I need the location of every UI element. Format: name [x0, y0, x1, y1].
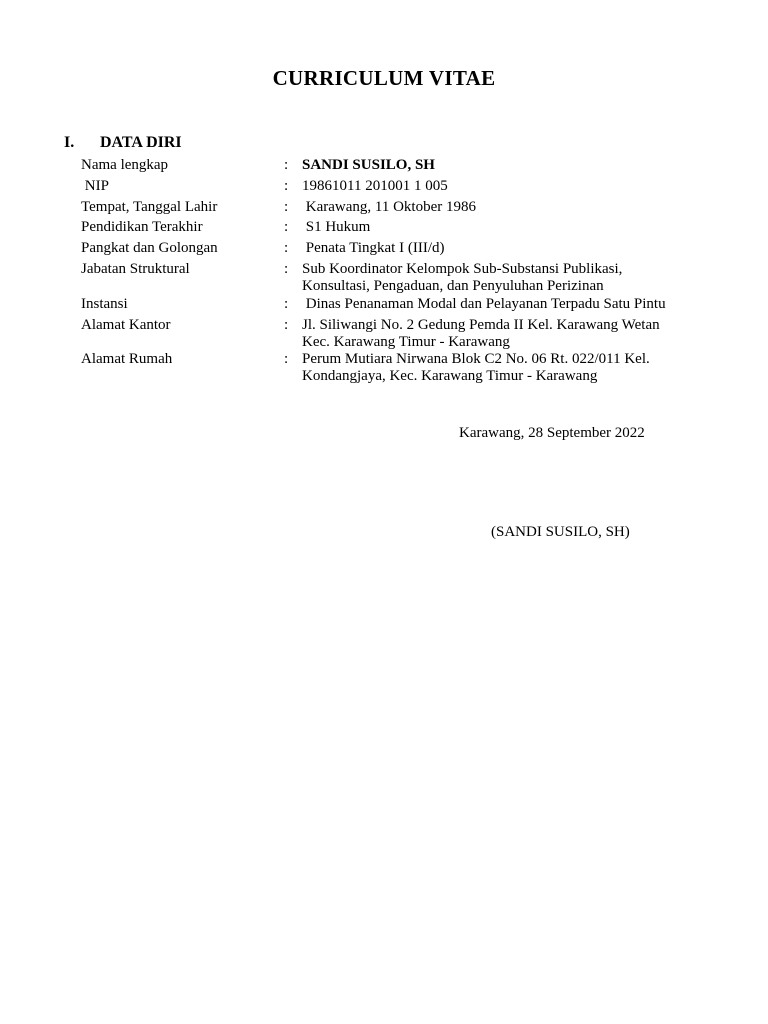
- field-colon: :: [284, 240, 289, 256]
- field-colon: :: [284, 157, 289, 173]
- field-colon: :: [284, 351, 289, 367]
- section-heading: [64, 134, 182, 152]
- field-value-line: Kec. Karawang Timur - Karawang: [302, 334, 510, 350]
- document-title: CURRICULUM VITAE: [272, 66, 496, 90]
- field-colon: :: [284, 261, 289, 277]
- field-label: Pangkat dan Golongan: [81, 240, 218, 256]
- field-label: Jabatan Struktural: [81, 261, 190, 277]
- field-label: Alamat Rumah: [81, 351, 173, 367]
- field-value-alamat-kantor: [302, 317, 702, 351]
- field-value-ttl: Karawang, 11 Oktober 1986: [302, 199, 476, 215]
- field-value-jabatan: [302, 261, 702, 295]
- field-value-nama: SANDI SUSILO, SH: [302, 157, 435, 173]
- field-colon: :: [284, 199, 289, 215]
- field-label: Alamat Kantor: [81, 317, 171, 333]
- field-value-nip: 19861011 201001 1 005: [302, 178, 448, 194]
- place-date: Karawang, 28 September 2022: [459, 425, 645, 441]
- field-value-instansi: Dinas Penanaman Modal dan Pelayanan Terpadu Satu Pintu: [302, 296, 666, 312]
- field-label: NIP: [81, 178, 109, 194]
- field-value-pangkat: Penata Tingkat I (III/d): [302, 240, 445, 256]
- field-label: Nama lengkap: [81, 157, 169, 173]
- field-colon: :: [284, 178, 289, 194]
- field-colon: :: [284, 317, 289, 333]
- field-value-line: Sub Koordinator Kelompok Sub-Substansi Publikasi,: [302, 261, 623, 277]
- signer-name: (SANDI SUSILO, SH): [491, 524, 630, 540]
- field-value-line: Konsultasi, Pengaduan, dan Penyuluhan Perizinan: [302, 278, 604, 294]
- field-label: Instansi: [81, 296, 128, 312]
- section-title: DATA DIRI: [100, 134, 182, 151]
- field-colon: :: [284, 296, 289, 312]
- section-number: I.: [64, 134, 75, 151]
- field-colon: :: [284, 219, 289, 235]
- field-label: Tempat, Tanggal Lahir: [81, 199, 218, 215]
- field-value-line: Jl. Siliwangi No. 2 Gedung Pemda II Kel. Karawang Wetan: [302, 317, 660, 333]
- field-value-alamat-rumah: [302, 351, 702, 385]
- field-value-pendidikan: S1 Hukum: [302, 219, 371, 235]
- field-value-line: Perum Mutiara Nirwana Blok C2 No. 06 Rt. 022/011 Kel.: [302, 351, 650, 367]
- field-value-line: Kondangjaya, Kec. Karawang Timur - Karawang: [302, 368, 598, 384]
- field-label: Pendidikan Terakhir: [81, 219, 203, 235]
